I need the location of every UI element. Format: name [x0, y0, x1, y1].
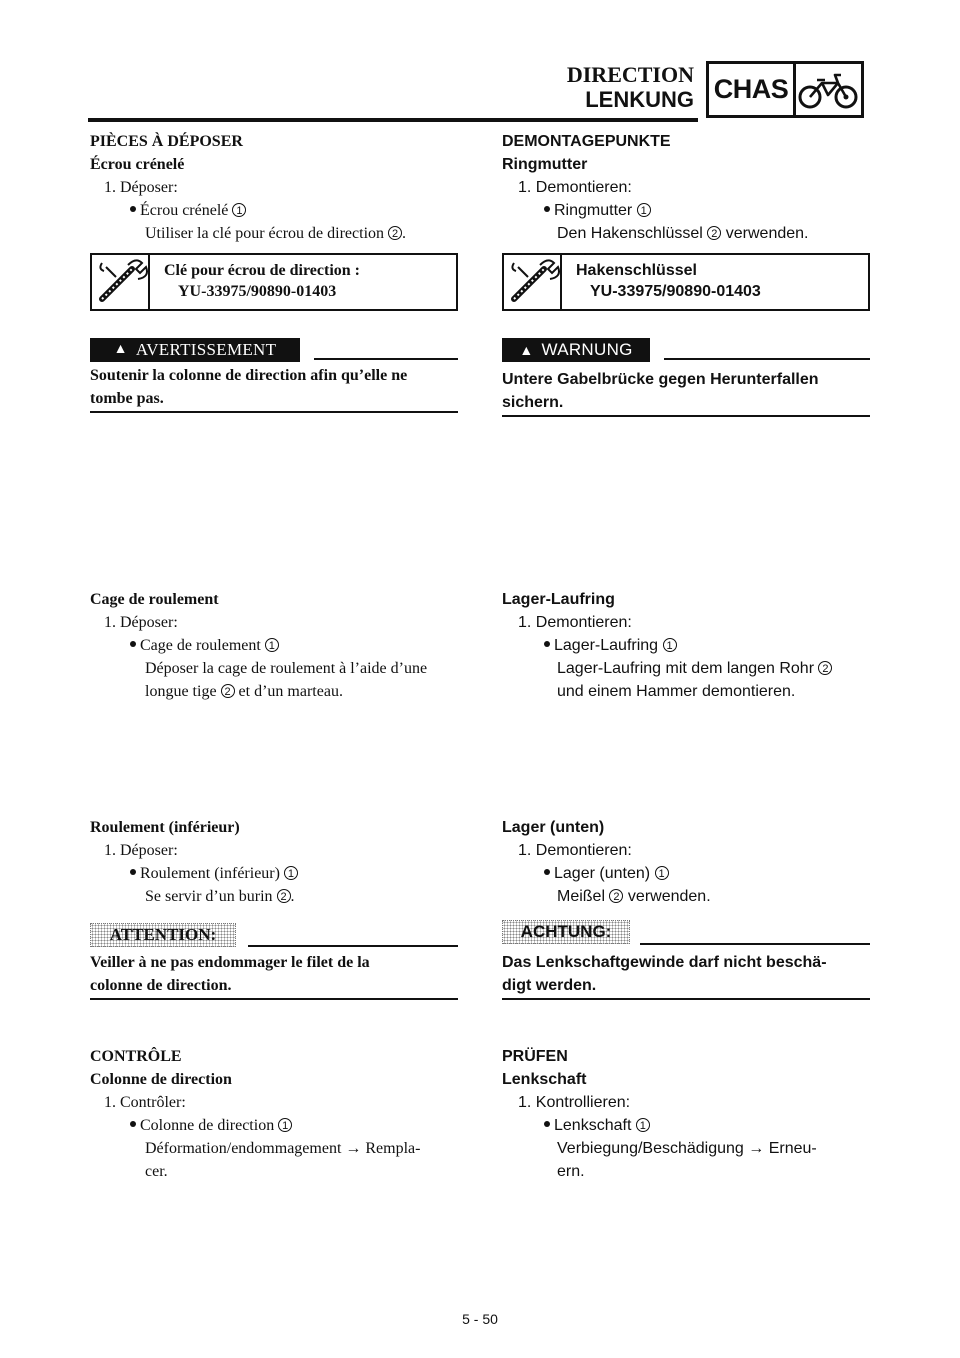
fr-step-1: 1. Déposer:: [104, 614, 178, 631]
fr-instruction-line-2: cer.: [145, 1163, 168, 1180]
de-tool-name: Hakenschlüssel: [576, 262, 697, 279]
fr-warning-line-1: Soutenir la colonne de direction afin qu’elle ne: [90, 367, 408, 384]
fr-subtitle-bearing-race: Cage de roulement: [90, 591, 219, 608]
fr-bullet-castle-nut: [130, 199, 246, 222]
de-tool-box: [502, 253, 870, 311]
de-step-1: 1. Demontieren:: [518, 179, 632, 196]
de-instruction-text: verwenden.: [725, 225, 809, 242]
fr-bullet-text: Cage de roulement: [140, 637, 261, 654]
fr-tool-name: Clé pour écrou de direction :: [164, 262, 360, 279]
fr-attention-line-2: colonne de direction.: [90, 977, 232, 994]
de-instruction: [557, 222, 808, 245]
fr-instruction-text: longue tige: [145, 683, 217, 700]
de-bullet-text: Lenkschaft: [554, 1117, 632, 1134]
callout-1: 1: [663, 638, 677, 652]
de-bullet-text: Lager (unten): [554, 865, 651, 882]
fr-instruction-text: et d’un marteau.: [238, 683, 343, 700]
de-tool-part-number: YU-33975/90890-01403: [590, 283, 761, 300]
de-attention-rule-top: [640, 943, 870, 945]
fr-instruction-text: Utiliser la clé pour écrou de direction: [145, 225, 385, 242]
de-instruction: [557, 885, 711, 908]
fr-instruction-text: Se servir d’un burin: [145, 888, 273, 905]
fr-tool-box: [90, 253, 458, 311]
callout-1: 1: [284, 866, 298, 880]
header-title-fr: DIRECTION: [566, 62, 694, 87]
de-instruction-line-1: Verbiegung/Beschädigung → Erneu-: [557, 1140, 817, 1157]
de-attention-line-1: Das Lenkschaftgewinde darf nicht beschä-: [502, 954, 827, 971]
fr-warning-rule-bottom: [90, 411, 458, 413]
section-label: CHAS: [709, 64, 796, 115]
callout-2: 2: [388, 226, 402, 240]
callout-1: 1: [278, 1118, 292, 1132]
header-title-de: LENKUNG: [585, 87, 694, 112]
callout-1: 1: [637, 203, 651, 217]
fr-tool-part-number: YU-33975/90890-01403: [178, 283, 337, 300]
fr-bullet-steering-stem: [130, 1114, 292, 1137]
de-step-1: 1. Demontieren:: [518, 842, 632, 859]
fr-attention-line-1: Veiller à ne pas endommager le filet de la: [90, 954, 370, 971]
fr-bullet-lower-bearing: [130, 862, 298, 885]
callout-2: 2: [277, 889, 291, 903]
de-warning-line-2: sichern.: [502, 394, 564, 411]
fr-section-title-inspect: CONTRÔLE: [90, 1048, 182, 1065]
de-bullet-bearing-race: [544, 634, 677, 657]
de-subtitle-bearing-race: Lager-Laufring: [502, 591, 615, 608]
fr-subtitle-lower-bearing: Roulement (inférieur): [90, 819, 240, 836]
fr-tool-text: [164, 260, 360, 302]
de-instruction-text: Meißel: [557, 888, 606, 905]
bullet-dot: [130, 869, 136, 875]
fr-instruction-line-1: Déformation/endommagement → Rempla-: [145, 1140, 421, 1157]
fr-warning-label: [90, 338, 300, 362]
de-warning-rule-bottom: [502, 415, 870, 417]
fr-attention-rule-bottom: [90, 998, 458, 1000]
callout-1: 1: [265, 638, 279, 652]
page-number: 5 - 50: [462, 1311, 498, 1327]
de-bullet-steering-stem: [544, 1114, 650, 1137]
de-instruction-line-2: ern.: [557, 1163, 585, 1180]
de-attention-label: ACHTUNG:: [502, 920, 630, 944]
fr-attention-rule-top: [248, 945, 458, 947]
de-bullet-text: Ringmutter: [554, 202, 633, 219]
bullet-dot: [130, 641, 136, 647]
callout-1: 1: [232, 203, 246, 217]
de-warning-label-text: WARNUNG: [541, 340, 633, 359]
de-instruction-text: Lager-Laufring mit dem langen Rohr: [557, 660, 815, 677]
de-bullet-lower-bearing: [544, 862, 669, 885]
de-instruction-text: verwenden.: [627, 888, 711, 905]
fr-warning-label-text: AVERTISSEMENT: [135, 340, 277, 359]
callout-1: 1: [636, 1118, 650, 1132]
warning-icon: ▲: [113, 342, 128, 357]
callout-2: 2: [707, 226, 721, 240]
de-instruction-line-1: [557, 657, 832, 680]
bullet-dot: [544, 206, 550, 212]
de-bullet-ring-nut: [544, 199, 651, 222]
de-instruction-line-2: und einem Hammer demontieren.: [557, 683, 796, 700]
de-bullet-text: Lager-Laufring: [554, 637, 659, 654]
de-attention-rule-bottom: [502, 998, 870, 1000]
fr-bullet-text: Colonne de direction: [140, 1117, 275, 1134]
callout-2: 2: [818, 661, 832, 675]
de-warning-line-1: Untere Gabelbrücke gegen Herunterfallen: [502, 371, 819, 388]
fr-attention-label: ATTENTION:: [90, 923, 236, 947]
fr-instruction: Utiliser la clé pour écrou de direction 2 .: [145, 225, 407, 242]
bullet-dot: [544, 869, 550, 875]
de-section-title-remove: DEMONTAGEPUNKTE: [502, 133, 671, 150]
fr-bullet-bearing-race: [130, 634, 279, 657]
de-tool-text: [576, 260, 761, 302]
fr-instruction-line-1: Déposer la cage de roulement à l’aide d’une: [145, 660, 428, 677]
callout-2: 2: [609, 889, 623, 903]
callout-1: 1: [655, 866, 669, 880]
de-subtitle-ring-nut: Ringmutter: [502, 156, 588, 173]
bullet-dot: [130, 206, 136, 212]
bullet-dot: [544, 1121, 550, 1127]
header-rule: [88, 118, 698, 122]
bullet-dot: [544, 641, 550, 647]
fr-warning-line-2: tombe pas.: [90, 390, 164, 407]
fr-step-1: 1. Déposer:: [104, 842, 178, 859]
fr-section-title-remove: PIÈCES À DÉPOSER: [90, 133, 243, 150]
warning-icon: ▲: [519, 342, 534, 358]
fr-subtitle-castle-nut: Écrou crénelé: [90, 156, 185, 173]
de-instruction-text: Den Hakenschlüssel: [557, 225, 703, 242]
fr-bullet-text: Écrou crénelé: [140, 202, 229, 219]
fr-warning-rule-top: [314, 358, 458, 360]
de-warning-label: [502, 338, 650, 362]
fr-step-1: 1. Déposer:: [104, 179, 178, 196]
callout-2: 2: [221, 684, 235, 698]
fr-instruction: Se servir d’un burin 2 .: [145, 888, 295, 905]
wrench-icon: [504, 255, 562, 309]
fr-instruction-line-2: [145, 680, 343, 703]
de-step-1: 1. Demontieren:: [518, 614, 632, 631]
fr-subtitle-steering-stem: Colonne de direction: [90, 1071, 232, 1088]
de-section-title-inspect: PRÜFEN: [502, 1048, 568, 1065]
de-subtitle-lower-bearing: Lager (unten): [502, 819, 605, 836]
bullet-dot: [130, 1121, 136, 1127]
de-subtitle-steering-stem: Lenkschaft: [502, 1071, 587, 1088]
de-warning-rule-top: [664, 358, 870, 360]
wrench-icon: [92, 255, 150, 309]
fr-step-1: 1. Contrôler:: [104, 1094, 186, 1111]
de-step-1: 1. Kontrollieren:: [518, 1094, 631, 1111]
fr-bullet-text: Roulement (inférieur): [140, 865, 280, 882]
motorcycle-icon: [795, 67, 861, 112]
section-badge: [706, 61, 864, 118]
de-attention-line-2: digt werden.: [502, 977, 597, 994]
